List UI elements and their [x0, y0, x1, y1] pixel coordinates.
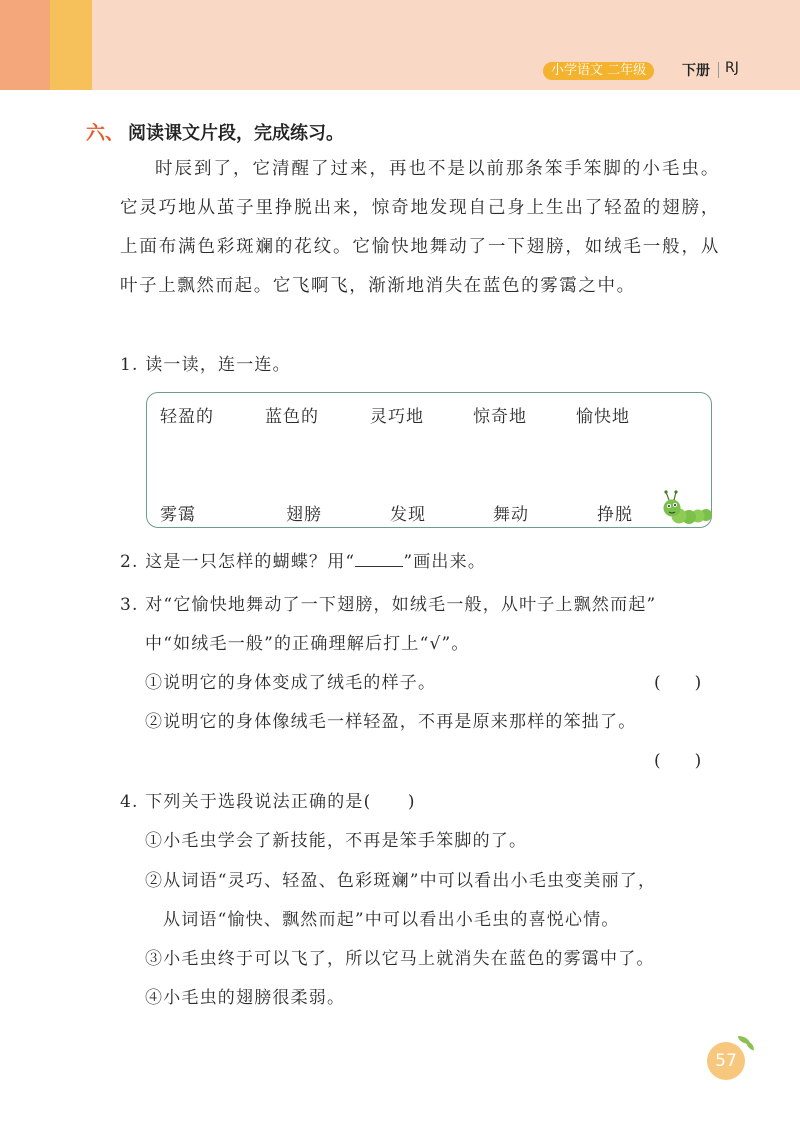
leaf-icon	[744, 1041, 756, 1051]
q4-option-2: ②从词语“灵巧、轻盈、色彩斑斓”中可以看出小毛虫变美丽了，	[145, 871, 657, 891]
bottom-word-1[interactable]: 雾霭	[160, 505, 196, 525]
caterpillar-icon	[660, 488, 716, 530]
q4-option-1: ①小毛虫学会了新技能，不再是笨手笨脚的了。	[145, 831, 528, 851]
header-divider	[718, 62, 719, 78]
edition-label: RJ	[725, 60, 739, 76]
bottom-word-2[interactable]: 翅膀	[286, 505, 322, 525]
top-word-4[interactable]: 惊奇地	[473, 407, 527, 427]
q2-prompt-start: 2. 这是一只怎样的蝴蝶？用“	[120, 552, 356, 572]
underline-mark	[355, 566, 403, 567]
bottom-word-5[interactable]: 挣脱	[597, 505, 633, 525]
bottom-word-4[interactable]: 舞动	[493, 505, 529, 525]
header-tab-yellow	[50, 0, 92, 90]
reading-passage: 时辰到了，它清醒了过来，再也不是以前那条笨手笨脚的小毛虫。它灵巧地从茧子里挣脱出来，惊奇地发现自己身上生出了轻盈的翅膀，上面布满色彩斑斓的花纹。它愉快地舞动了一下翅膀，如绒毛一般，从叶子上飘然而起。它飞啊飞，渐渐地消失在蓝色的雾霭之中。	[120, 159, 720, 296]
q3-option-2: ②说明它的身体像绒毛一样轻盈，不再是原来那样的笨拙了。	[145, 712, 637, 732]
top-word-3[interactable]: 灵巧地	[370, 407, 424, 427]
q3-answer-paren-1[interactable]: ( )	[654, 673, 702, 693]
section-number: 六、	[86, 122, 125, 144]
q4-option-4: ④小毛虫的翅膀很柔弱。	[145, 988, 346, 1008]
q4-prompt: 4. 下列关于选段说法正确的是( )	[120, 792, 416, 812]
q2-prompt-end: ”画出来。	[403, 552, 487, 572]
q2-prompt	[120, 547, 486, 572]
q4-option-2-cont: 从词语“愉快、飘然而起”中可以看出小毛虫的喜悦心情。	[163, 910, 620, 930]
header-tab-orange	[0, 0, 50, 90]
section-title: 阅读课文片段，完成练习。	[128, 123, 344, 144]
q1-prompt: 1. 读一读，连一连。	[120, 355, 291, 375]
q4-option-3: ③小毛虫终于可以飞了，所以它马上就消失在蓝色的雾霭中了。	[145, 949, 655, 969]
q3-prompt-line2: 中“如绒毛一般”的正确理解后打上“√”。	[145, 634, 470, 654]
page-number: 57	[707, 1042, 745, 1080]
q3-prompt-line1: 3. 对“它愉快地舞动了一下翅膀，如绒毛一般，从叶子上飘然而起”	[120, 595, 657, 615]
subject-grade-label: 小学语文 二年级	[543, 62, 654, 80]
q3-answer-paren-2[interactable]: ( )	[654, 751, 702, 771]
volume-label: 下册	[682, 63, 710, 79]
top-word-1[interactable]: 轻盈的	[160, 407, 214, 427]
top-word-2[interactable]: 蓝色的	[265, 407, 319, 427]
q3-option-1: ①说明它的身体变成了绒毛的样子。	[145, 673, 437, 693]
top-word-5[interactable]: 愉快地	[576, 407, 630, 427]
bottom-word-3[interactable]: 发现	[390, 505, 426, 525]
page-header	[0, 0, 800, 90]
